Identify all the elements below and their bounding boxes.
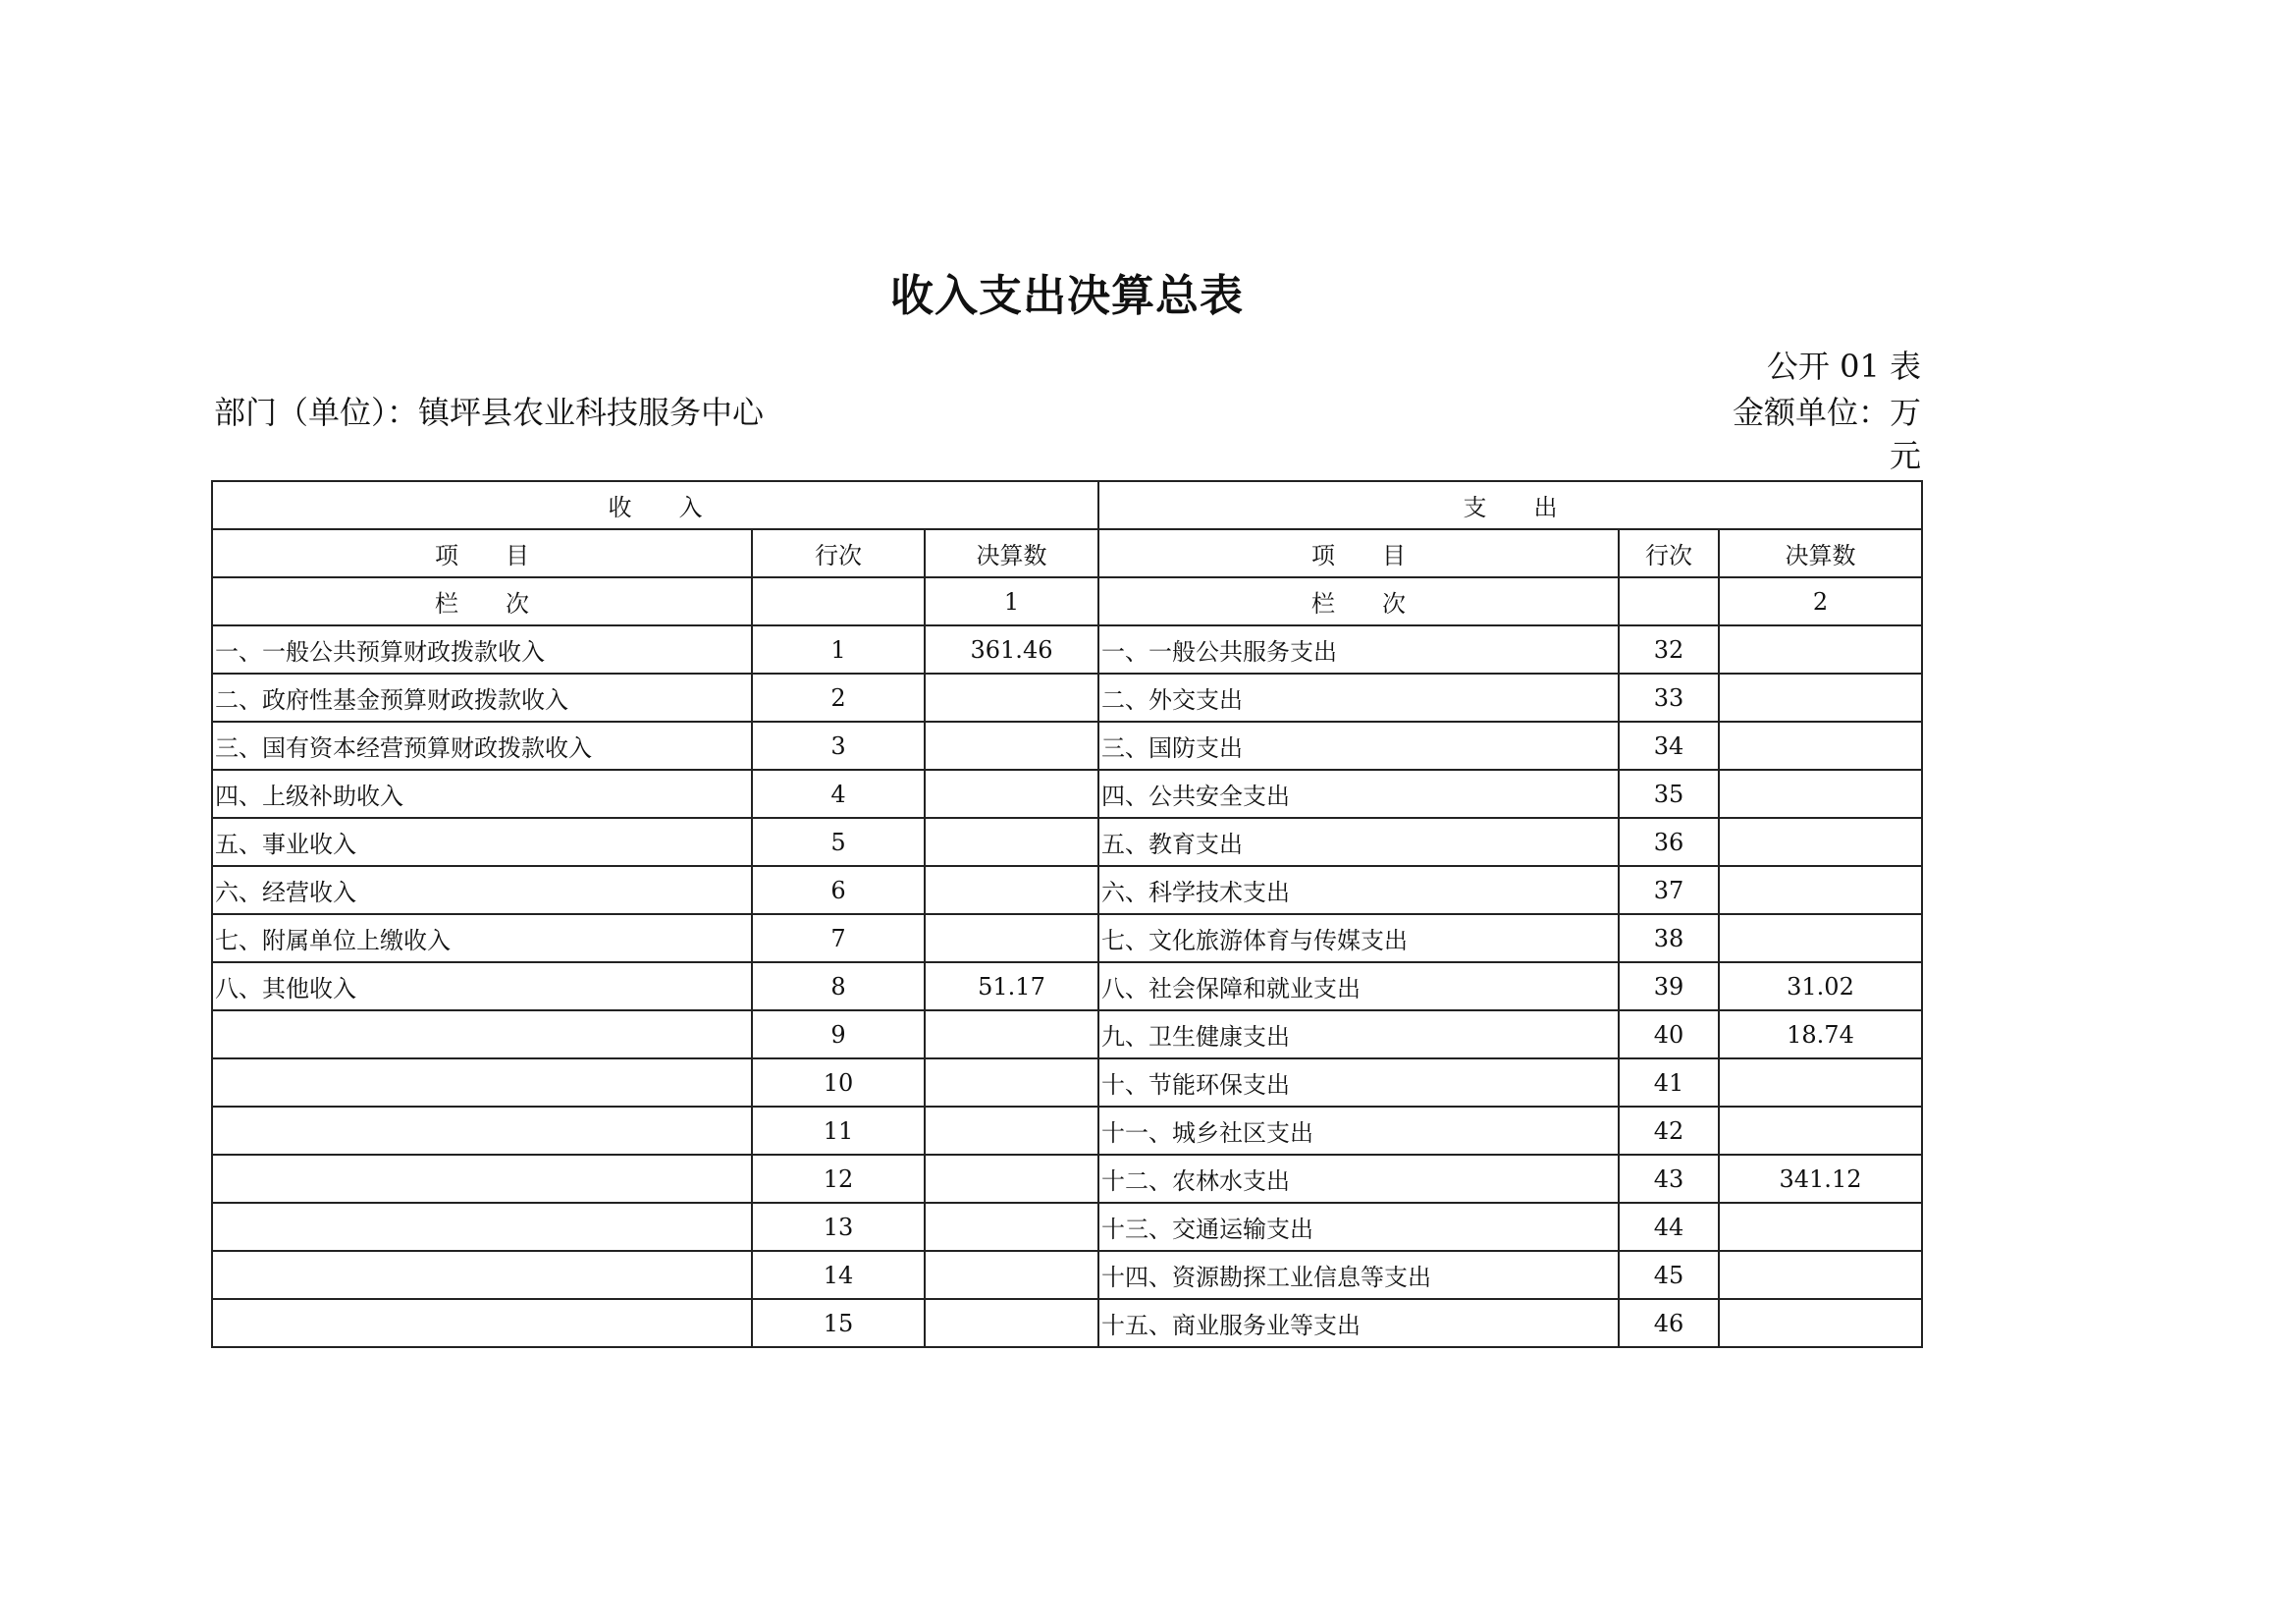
expense-amount-header: 决算数: [1719, 529, 1922, 577]
income-col-index: 1: [925, 577, 1098, 625]
income-row-no-cell: 7: [752, 914, 925, 962]
form-code: 公开 01 表: [1766, 348, 1921, 385]
expense-row-no-cell: 37: [1619, 866, 1719, 914]
column-index-row: [212, 577, 1922, 625]
income-row-no-cell: 11: [752, 1107, 925, 1155]
expense-amount-cell: [1719, 1299, 1922, 1347]
expense-item-header: 项 目: [1098, 529, 1619, 577]
income-amount-cell: 51.17: [925, 962, 1098, 1010]
table-row: [212, 962, 1922, 1010]
expense-row-no-cell: 34: [1619, 722, 1719, 770]
page-title: 收入支出决算总表: [890, 271, 1244, 321]
income-row-no-cell: 2: [752, 674, 925, 722]
expense-item-cell: 三、国防支出: [1098, 722, 1619, 770]
expense-amount-cell: 31.02: [1719, 962, 1922, 1010]
income-item-cell: 二、政府性基金预算财政拨款收入: [212, 674, 752, 722]
income-row-no-cell: 3: [752, 722, 925, 770]
expense-amount-cell: [1719, 866, 1922, 914]
income-item-cell: 六、经营收入: [212, 866, 752, 914]
income-amount-cell: [925, 1107, 1098, 1155]
income-amount-cell: [925, 914, 1098, 962]
expense-amount-cell: [1719, 1251, 1922, 1299]
expense-row-no-cell: 32: [1619, 625, 1719, 674]
expense-amount-cell: [1719, 674, 1922, 722]
table-row: [212, 1299, 1922, 1347]
income-row-no-cell: 12: [752, 1155, 925, 1203]
table-row: [212, 1155, 1922, 1203]
income-item-header: 项 目: [212, 529, 752, 577]
expense-amount-cell: [1719, 1107, 1922, 1155]
income-expense-table: [211, 480, 1923, 1348]
income-item-cell: [212, 1251, 752, 1299]
income-row-no-cell: 8: [752, 962, 925, 1010]
expense-amount-cell: [1719, 1203, 1922, 1251]
table-row: [212, 674, 1922, 722]
income-index-label: 栏 次: [212, 577, 752, 625]
expense-index-blank: [1619, 577, 1719, 625]
expense-item-cell: 二、外交支出: [1098, 674, 1619, 722]
income-amount-cell: [925, 1010, 1098, 1058]
section-header-row: [212, 481, 1922, 529]
income-item-cell: 三、国有资本经营预算财政拨款收入: [212, 722, 752, 770]
expense-item-cell: 六、科学技术支出: [1098, 866, 1619, 914]
expense-amount-cell: [1719, 818, 1922, 866]
income-item-cell: [212, 1203, 752, 1251]
expense-amount-cell: [1719, 625, 1922, 674]
income-amount-cell: [925, 1251, 1098, 1299]
expense-row-no-header: 行次: [1619, 529, 1719, 577]
income-item-cell: 四、上级补助收入: [212, 770, 752, 818]
table-row: [212, 770, 1922, 818]
income-section-header: 收 入: [212, 481, 1098, 529]
income-row-no-cell: 14: [752, 1251, 925, 1299]
income-amount-cell: [925, 1155, 1098, 1203]
income-row-no-cell: 1: [752, 625, 925, 674]
expense-col-index: 2: [1719, 577, 1922, 625]
expense-item-cell: 八、社会保障和就业支出: [1098, 962, 1619, 1010]
expense-row-no-cell: 42: [1619, 1107, 1719, 1155]
expense-item-cell: 一、一般公共服务支出: [1098, 625, 1619, 674]
income-row-no-cell: 13: [752, 1203, 925, 1251]
table-row: [212, 818, 1922, 866]
income-row-no-cell: 5: [752, 818, 925, 866]
expense-item-cell: 十四、资源勘探工业信息等支出: [1098, 1251, 1619, 1299]
expense-row-no-cell: 33: [1619, 674, 1719, 722]
income-amount-cell: [925, 1299, 1098, 1347]
table-row: [212, 914, 1922, 962]
income-item-cell: [212, 1107, 752, 1155]
expense-item-cell: 十一、城乡社区支出: [1098, 1107, 1619, 1155]
income-item-cell: 八、其他收入: [212, 962, 752, 1010]
expense-amount-cell: [1719, 1058, 1922, 1107]
expense-item-cell: 九、卫生健康支出: [1098, 1010, 1619, 1058]
expense-row-no-cell: 44: [1619, 1203, 1719, 1251]
expense-item-cell: 七、文化旅游体育与传媒支出: [1098, 914, 1619, 962]
income-item-cell: 五、事业收入: [212, 818, 752, 866]
expense-item-cell: 十、节能环保支出: [1098, 1058, 1619, 1107]
income-row-no-header: 行次: [752, 529, 925, 577]
expense-item-cell: 十五、商业服务业等支出: [1098, 1299, 1619, 1347]
expense-item-cell: 五、教育支出: [1098, 818, 1619, 866]
expense-row-no-cell: 45: [1619, 1251, 1719, 1299]
income-item-cell: [212, 1155, 752, 1203]
table-row: [212, 1107, 1922, 1155]
column-header-row: [212, 529, 1922, 577]
expense-index-label: 栏 次: [1098, 577, 1619, 625]
income-item-cell: 一、一般公共预算财政拨款收入: [212, 625, 752, 674]
table-row: [212, 1203, 1922, 1251]
expense-amount-cell: [1719, 722, 1922, 770]
expense-row-no-cell: 36: [1619, 818, 1719, 866]
income-amount-cell: 361.46: [925, 625, 1098, 674]
expense-section-header: 支 出: [1098, 481, 1922, 529]
income-amount-cell: [925, 674, 1098, 722]
income-amount-cell: [925, 1203, 1098, 1251]
amount-unit-label: 金额单位：万元: [1732, 394, 1921, 474]
table-row: [212, 1010, 1922, 1058]
income-row-no-cell: 6: [752, 866, 925, 914]
income-amount-header: 决算数: [925, 529, 1098, 577]
table-row: [212, 1058, 1922, 1107]
income-amount-cell: [925, 722, 1098, 770]
income-index-blank: [752, 577, 925, 625]
income-row-no-cell: 4: [752, 770, 925, 818]
expense-row-no-cell: 46: [1619, 1299, 1719, 1347]
expense-row-no-cell: 39: [1619, 962, 1719, 1010]
expense-item-cell: 十二、农林水支出: [1098, 1155, 1619, 1203]
income-item-cell: [212, 1058, 752, 1107]
income-item-cell: [212, 1299, 752, 1347]
income-amount-cell: [925, 818, 1098, 866]
department-label: 部门（单位）：镇坪县农业科技服务中心: [214, 394, 765, 431]
income-amount-cell: [925, 770, 1098, 818]
income-row-no-cell: 9: [752, 1010, 925, 1058]
table-row: [212, 866, 1922, 914]
expense-amount-cell: 341.12: [1719, 1155, 1922, 1203]
expense-row-no-cell: 40: [1619, 1010, 1719, 1058]
expense-amount-cell: [1719, 770, 1922, 818]
table-row: [212, 1251, 1922, 1299]
expense-row-no-cell: 41: [1619, 1058, 1719, 1107]
expense-amount-cell: 18.74: [1719, 1010, 1922, 1058]
expense-row-no-cell: 38: [1619, 914, 1719, 962]
expense-row-no-cell: 35: [1619, 770, 1719, 818]
income-amount-cell: [925, 1058, 1098, 1107]
expense-item-cell: 四、公共安全支出: [1098, 770, 1619, 818]
expense-item-cell: 十三、交通运输支出: [1098, 1203, 1619, 1251]
expense-row-no-cell: 43: [1619, 1155, 1719, 1203]
income-amount-cell: [925, 866, 1098, 914]
table-row: [212, 722, 1922, 770]
income-item-cell: [212, 1010, 752, 1058]
table-row: [212, 625, 1922, 674]
income-row-no-cell: 10: [752, 1058, 925, 1107]
expense-amount-cell: [1719, 914, 1922, 962]
income-row-no-cell: 15: [752, 1299, 925, 1347]
income-item-cell: 七、附属单位上缴收入: [212, 914, 752, 962]
